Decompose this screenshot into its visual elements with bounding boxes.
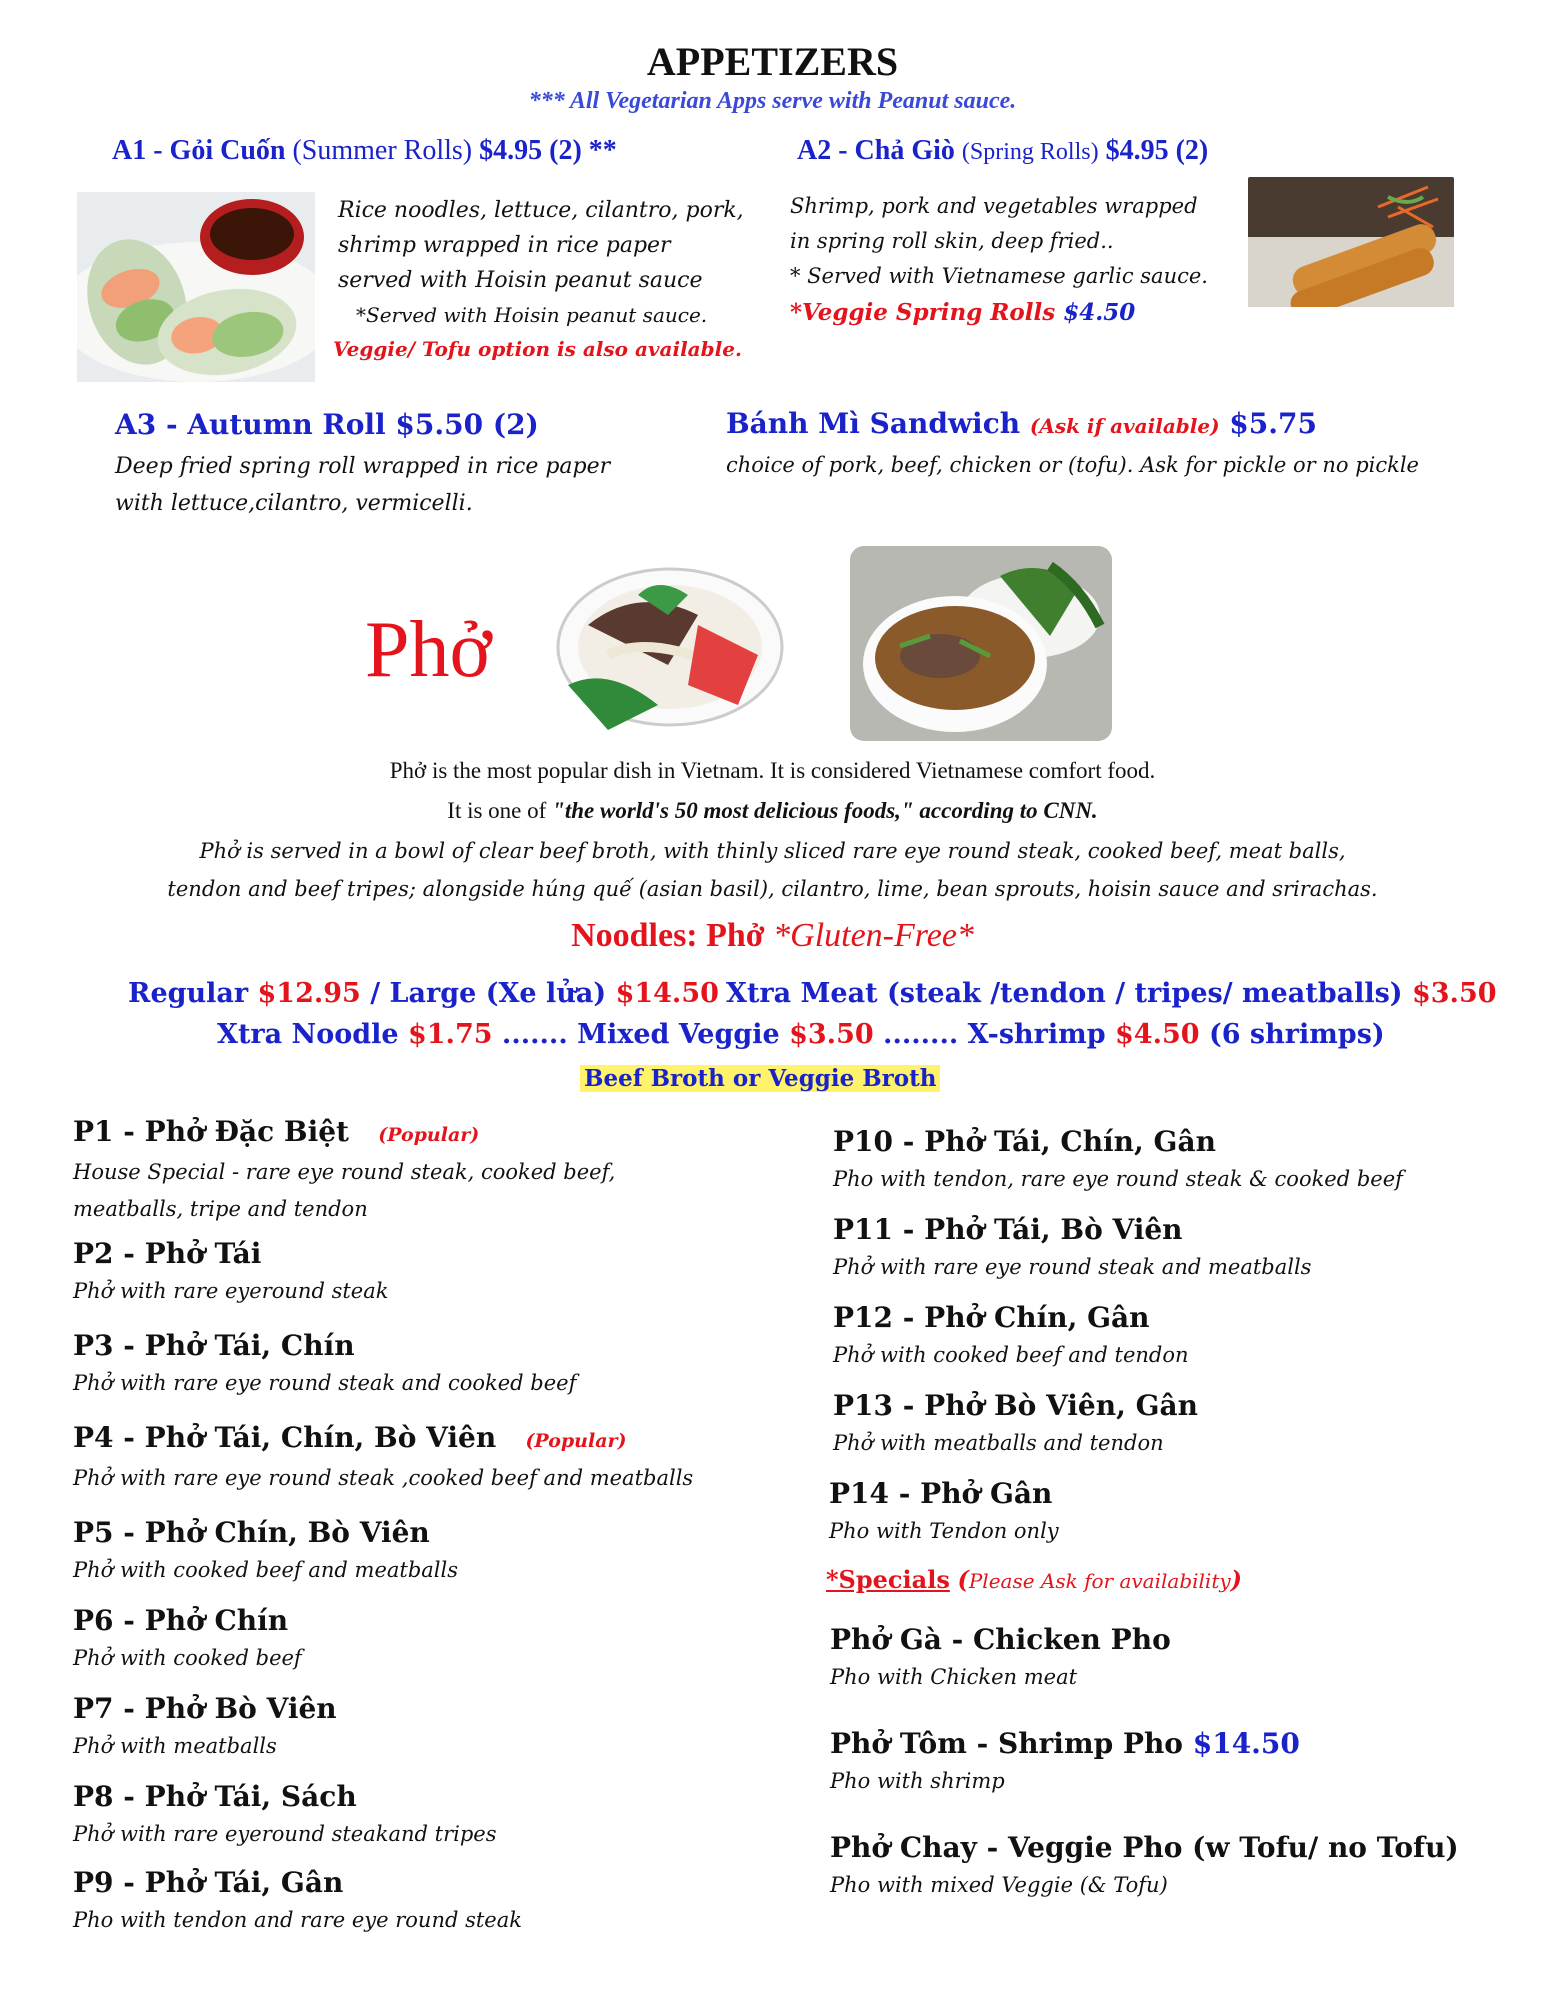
left-menu-column	[73, 1113, 713, 1937]
xshrimp-price: $4.50	[1115, 1019, 1200, 1050]
pho-bowl-photo	[850, 546, 1112, 741]
special-shrimp-pho	[830, 1724, 1300, 1798]
special-veggie-pho	[830, 1828, 1459, 1902]
a1-description	[338, 193, 744, 333]
veggie-spring-rolls-price: $4.50	[1063, 299, 1136, 326]
item-desc: meatballs, tripe and tendon	[73, 1197, 368, 1221]
pho-intro-line-3: Phở is served in a bowl of clear beef broth, with thinly sliced rare eye round steak, cooked beef, meat balls,	[199, 839, 1346, 863]
noodles-title: Noodles: Phở	[571, 917, 765, 954]
pho-intro-line-1: Phở is the most popular dish in Vietnam. It is considered Vietnamese comfort food.	[389, 758, 1156, 783]
item-desc: Pho with tendon and rare eye round steak	[73, 1908, 522, 1932]
item-name: P5 - Phở Chín, Bò Viên	[73, 1516, 430, 1549]
a1-desc-line: *Served with Hoisin peanut sauce.	[356, 303, 708, 327]
item-desc: Phở with rare eyeround steakand tripes	[73, 1822, 497, 1846]
item-desc: Phở with meatballs and tendon	[833, 1431, 1164, 1455]
noodles-heading	[0, 917, 1545, 955]
menu-item-p8	[73, 1777, 713, 1851]
special-chicken-pho	[830, 1620, 1171, 1694]
a3-desc-line: Deep fried spring roll wrapped in rice paper	[115, 454, 611, 479]
a2-description	[790, 189, 1208, 294]
a2-desc-line: in spring roll skin, deep fried..	[790, 229, 1114, 253]
item-desc: Pho with Chicken meat	[830, 1665, 1078, 1689]
menu-item-p11	[833, 1210, 1513, 1284]
item-desc: Phở with cooked beef and meatballs	[73, 1558, 459, 1582]
item-desc: Phở with cooked beef	[73, 1646, 302, 1670]
menu-item-p12	[833, 1298, 1513, 1372]
a3-heading: A3 - Autumn Roll $5.50 (2)	[115, 408, 539, 441]
item-name: P1 - Phở Đặc Biệt	[73, 1115, 349, 1148]
a2-desc-line: * Served with Vietnamese garlic sauce.	[790, 264, 1208, 288]
page-subtitle: *** All Vegetarian Apps serve with Peanut sauce.	[528, 88, 1017, 114]
xtra-meat-line	[726, 978, 1497, 1009]
item-name: P14 - Phở Gân	[829, 1477, 1053, 1510]
a1-desc-line: shrimp wrapped in rice paper	[338, 233, 671, 258]
item-name: P13 - Phở Bò Viên, Gân	[833, 1389, 1199, 1422]
xtra-meat-price: $3.50	[1411, 978, 1497, 1009]
menu-item-p6	[73, 1601, 713, 1675]
menu-item-p13	[833, 1386, 1513, 1460]
a3-desc-line: with lettuce,cilantro, vermicelli.	[115, 491, 473, 516]
specials-paren: (	[957, 1565, 969, 1594]
item-desc: Phở with rare eye round steak and meatballs	[833, 1255, 1312, 1279]
page-title: APPETIZERS	[646, 39, 899, 84]
xtra-noodle-label: Xtra Noodle	[217, 1019, 399, 1050]
item-desc: Phở with rare eye round steak ,cooked beef and meatballs	[73, 1466, 694, 1490]
item-name: Phở Chay - Veggie Pho (w Tofu/ no Tofu)	[830, 1831, 1459, 1864]
a2-paren: (Spring Rolls)	[961, 139, 1099, 165]
item-name: P8 - Phở Tái, Sách	[73, 1780, 357, 1813]
a1-desc-line: Rice noodles, lettuce, cilantro, pork,	[338, 198, 744, 223]
item-desc: House Special - rare eye round steak, cooked beef,	[73, 1160, 616, 1184]
separator: .......	[501, 1019, 568, 1050]
size-prices	[128, 978, 719, 1009]
specials-note: Please Ask for availability	[968, 1569, 1231, 1593]
item-desc: Phở with rare eye round steak and cooked beef	[73, 1371, 577, 1395]
item-name: P11 - Phở Tái, Bò Viên	[833, 1213, 1183, 1246]
item-name: P2 - Phở Tái	[73, 1237, 262, 1270]
a1-price: $4.95 (2) **	[479, 135, 617, 166]
item-name: Phở Gà - Chicken Pho	[830, 1623, 1171, 1656]
xshrimp-label: X-shrimp	[967, 1019, 1106, 1050]
item-name: Phở Tôm - Shrimp Pho	[830, 1727, 1183, 1760]
extras-line	[217, 1019, 1385, 1050]
specials-heading	[826, 1565, 1242, 1594]
a2-name: A2 - Chả Giò	[797, 135, 955, 166]
a2-desc-line: Shrimp, pork and vegetables wrapped	[790, 194, 1198, 218]
menu-item-p14	[829, 1474, 1513, 1548]
item-name: P3 - Phở Tái, Chín	[73, 1329, 355, 1362]
mixed-veggie-price: $3.50	[789, 1019, 874, 1050]
item-desc: Pho with Tendon only	[829, 1519, 1059, 1543]
xshrimp-note: (6 shrimps)	[1208, 1019, 1385, 1050]
regular-price: $12.95	[257, 978, 361, 1009]
xtra-meat-label: Xtra Meat (steak /tendon / tripes/ meatballs)	[726, 978, 1403, 1009]
banh-mi-heading	[726, 407, 1317, 440]
banh-mi-description: choice of pork, beef, chicken or (tofu). Ask for pickle or no pickle	[726, 453, 1419, 477]
a1-desc-line: served with Hoisin peanut sauce	[338, 268, 703, 293]
item-desc: Pho with tendon, rare eye round steak & cooked beef	[833, 1167, 1403, 1191]
summer-rolls-photo	[77, 192, 315, 382]
item-name: P7 - Phở Bò Viên	[73, 1692, 337, 1725]
a1-heading	[112, 135, 617, 167]
item-desc: Phở with meatballs	[73, 1734, 277, 1758]
menu-item-p5	[73, 1513, 713, 1587]
a1-veggie-note: Veggie/ Tofu option is also available.	[333, 337, 742, 361]
menu-item-p9	[73, 1863, 713, 1937]
item-desc: Pho with mixed Veggie (& Tofu)	[830, 1873, 1168, 1897]
specials-label: *Specials	[826, 1565, 950, 1594]
pho-intro-line-4: tendon and beef tripes; alongside húng quế (asian basil), cilantro, lime, bean sprouts, hoisin sauce and srirachas.	[167, 877, 1378, 901]
broth-highlight: Beef Broth or Veggie Broth	[580, 1065, 940, 1092]
menu-item-p10	[833, 1122, 1513, 1196]
banh-mi-title: Bánh Mì Sandwich	[726, 407, 1021, 440]
a2-heading	[797, 135, 1208, 167]
a1-paren: (Summer Rolls)	[292, 135, 473, 166]
menu-item-p7	[73, 1689, 713, 1763]
banh-mi-price: $5.75	[1229, 407, 1317, 440]
pho-intro-line-2a: It is one of	[447, 798, 553, 823]
popular-badge: (Popular)	[525, 1430, 627, 1452]
menu-item-p4	[73, 1418, 713, 1495]
menu-item-p2	[73, 1234, 713, 1308]
item-desc: Phở with cooked beef and tendon	[833, 1343, 1189, 1367]
a2-price: $4.95 (2)	[1105, 135, 1209, 166]
pho-bowl-illustration	[548, 555, 788, 743]
item-name: P9 - Phở Tái, Gân	[73, 1866, 344, 1899]
pho-heading: Phở	[365, 606, 492, 694]
menu-item-p3	[73, 1326, 713, 1400]
item-name: P6 - Phở Chín	[73, 1604, 289, 1637]
spring-rolls-photo	[1248, 177, 1454, 307]
a3-description	[115, 448, 610, 522]
a1-name: A1 - Gỏi Cuốn	[112, 135, 286, 166]
right-menu-column	[829, 1122, 1513, 1548]
mixed-veggie-label: Mixed Veggie	[577, 1019, 780, 1050]
item-name: P4 - Phở Tái, Chín, Bò Viên	[73, 1421, 497, 1454]
item-name: P10 - Phở Tái, Chín, Gân	[833, 1125, 1216, 1158]
item-name: P12 - Phở Chín, Gân	[833, 1301, 1150, 1334]
pho-intro-cnn-quote: "the world's 50 most delicious foods," according to CNN.	[552, 798, 1098, 823]
menu-item-p1	[73, 1113, 713, 1228]
xtra-noodle-price: $1.75	[407, 1019, 493, 1050]
item-desc: Phở with rare eyeround steak	[73, 1279, 389, 1303]
banh-mi-note: (Ask if available)	[1029, 414, 1220, 438]
separator: ........	[883, 1019, 959, 1050]
a2-veggie-line	[790, 299, 1135, 326]
large-price: $14.50	[615, 978, 719, 1009]
item-price: $14.50	[1192, 1727, 1300, 1760]
regular-label: Regular	[128, 978, 249, 1009]
pho-intro-line-2	[0, 798, 1545, 824]
large-label: / Large (Xe lửa)	[370, 978, 607, 1009]
specials-paren: )	[1230, 1565, 1243, 1594]
gluten-free-label: *Gluten-Free*	[773, 917, 974, 954]
veggie-spring-rolls-label: *Veggie Spring Rolls	[790, 299, 1056, 326]
item-desc: Pho with shrimp	[830, 1769, 1005, 1793]
popular-badge: (Popular)	[378, 1124, 480, 1146]
